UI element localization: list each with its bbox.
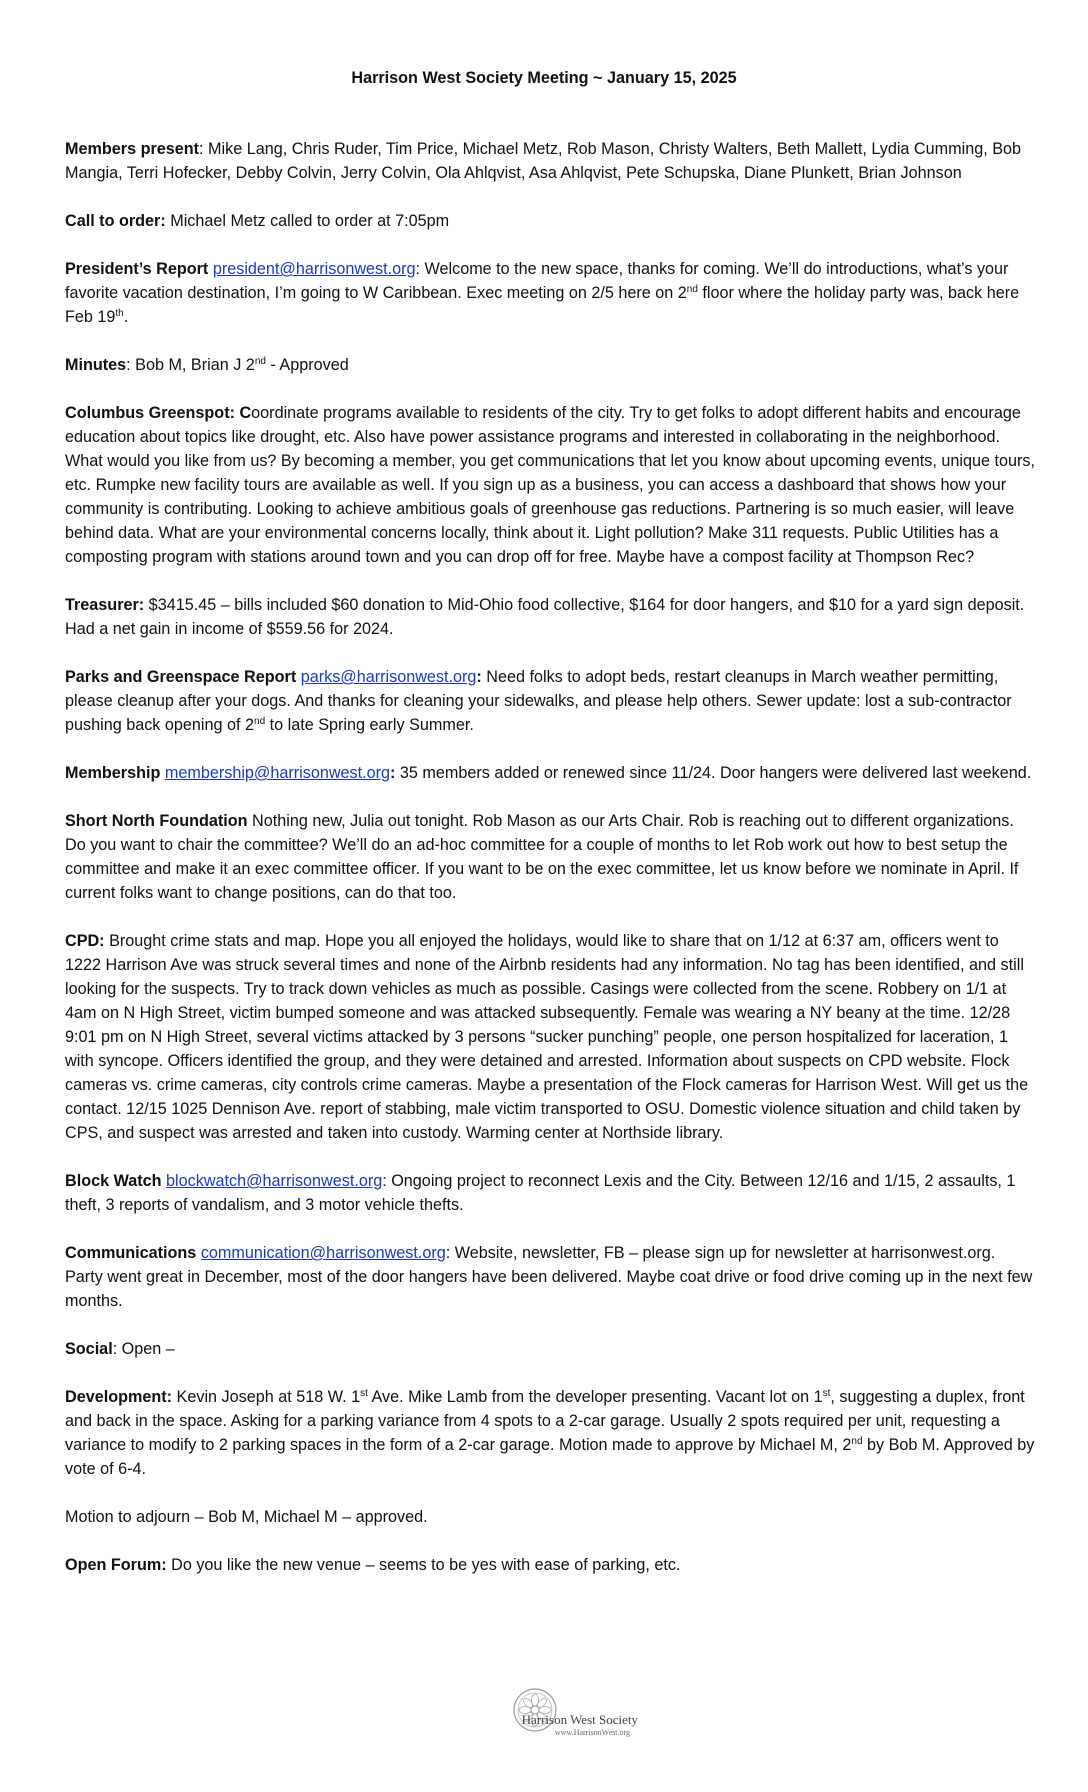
treasurer-label: Treasurer: — [65, 596, 145, 614]
minutes-text-a: : Bob M, Brian J 2 — [126, 356, 255, 374]
development-text-d: by Bob M. Approved by vote of 6-4. — [65, 1436, 1035, 1478]
president-label: President’s Report — [65, 260, 209, 278]
communications-section — [65, 1241, 1035, 1313]
communications-label: Communications — [65, 1244, 197, 1262]
cpd-label: CPD: — [65, 932, 105, 950]
parks-label: Parks and Greenspace Report — [65, 668, 297, 686]
social-text: : Open – — [112, 1340, 175, 1358]
social-section — [65, 1337, 1035, 1361]
membership-label: Membership — [65, 764, 161, 782]
logo-name: Harrison West Society — [521, 1712, 638, 1727]
block-watch-section — [65, 1169, 1035, 1217]
president-text-a: : Welcome to the new space, thanks for coming. We’ll do introductions, what’s your favorite vacation destination, I’m going to W Caribbean. Exec meeting on 2/5 here on 2 — [65, 260, 1009, 302]
short-north-text: Nothing new, Julia out tonight. Rob Mason as our Arts Chair. Rob is reaching out to different organizations. Do you want to chair the committee? We’ll do an ad-hoc committee for a couple of months to let Rob work out how to best setup the committee and make it an exec committee officer. If you want to be on the exec committee, let us know before we nominate in April. If current folks want to change positions, can do that too. — [65, 812, 1019, 902]
logo-url: www.HarrisonWest.org — [554, 1728, 630, 1737]
short-north-label: Short North Foundation — [65, 812, 248, 830]
society-logo — [478, 1688, 638, 1758]
cpd-text: Brought crime stats and map. Hope you all enjoyed the holidays, would like to share that on 1/12 at 6:37 am, officers went to 1222 Harrison Ave was struck several times and none of the Airbnb residents had any information. No tag has been identified, and still looking for the suspects. Try to track down vehicles as much as possible. Casings were collected from the scene. Robbery on 1/1 at 4am on N High Street, victim bumped someone and was attacked subsequently. Female was wearing a NY beany at the time. 12/28 9:01 pm on N High Street, several victims attacked by 3 persons “sucker punching” people, one person hospitalized for laceration, 1 with syncope. Officers identified the group, and they were detained and arrested. Information about suspects on CPD website. Flock cameras vs. crime cameras, city controls crime cameras. Maybe a presentation of the Flock cameras for Harrison West. Will get us the contact. 12/15 1025 Dennison Ave. report of stabbing, male victim transported to OSU. Domestic violence situation and child taken by CPS, and suspect was arrested and taken into custody. Warming center at Northside library. — [65, 932, 1029, 1142]
president-sup-b: th — [115, 308, 124, 319]
short-north-section — [65, 809, 1035, 905]
parks-text-a: Need folks to adopt beds, restart cleanups in March weather permitting, please cleanup after your dogs. And thanks for cleaning your sidewalks, and please help others. Sewer update: lost a sub-contractor pushing back opening of 2 — [65, 668, 1012, 734]
open-forum-section — [65, 1553, 1035, 1577]
adjourn-text: Motion to adjourn – Bob M, Michael M – approved. — [65, 1508, 428, 1526]
parks-text-b: to late Spring early Summer. — [265, 716, 474, 734]
block-watch-label: Block Watch — [65, 1172, 162, 1190]
members-text: : Mike Lang, Chris Ruder, Tim Price, Michael Metz, Rob Mason, Christy Walters, Beth Mallett, Lydia Cumming, Bob Mangia, Terri Hofecker, Debby Colvin, Jerry Colvin, Ola Ahlqvist, Asa Ahlqvist, Pete Schupska, Diane Plunkett, Brian Johnson — [65, 140, 1021, 182]
greenspot-section — [65, 401, 1035, 569]
president-section — [65, 257, 1035, 329]
president-email-link[interactable]: president@harrisonwest.org — [212, 260, 416, 278]
greenspot-label: Columbus Greenspot: C — [65, 404, 252, 422]
membership-colon: : — [390, 764, 396, 782]
minutes-sup: nd — [254, 356, 266, 367]
parks-sup: nd — [254, 716, 266, 727]
development-sup-c: nd — [851, 1436, 863, 1447]
minutes-label: Minutes — [65, 356, 127, 374]
membership-section — [65, 761, 1035, 785]
development-text-a: Kevin Joseph at 518 W. 1 — [172, 1388, 361, 1406]
cpd-section — [65, 929, 1035, 1145]
minutes-body — [65, 137, 1035, 1601]
open-forum-label: Open Forum: — [65, 1556, 167, 1574]
open-forum-text: Do you like the new venue – seems to be yes with ease of parking, etc. — [166, 1556, 681, 1574]
social-label: Social — [65, 1340, 113, 1358]
adjourn-section — [65, 1505, 1035, 1529]
president-text-b: floor where the holiday party was, back here Feb 19 — [65, 284, 1020, 326]
president-sup-a: nd — [686, 284, 698, 295]
development-text-b: Ave. Mike Lamb from the developer presenting. Vacant lot on 1 — [367, 1388, 823, 1406]
development-sup-b: st — [822, 1388, 831, 1399]
parks-section — [65, 665, 1035, 737]
call-to-order-label: Call to order: — [65, 212, 166, 230]
treasurer-text: $3415.45 – bills included $60 donation to Mid-Ohio food collective, $164 for door hangers, and $10 for a yard sign deposit. Had a net gain in income of $559.56 for 2024. — [65, 596, 1025, 638]
membership-email-link[interactable]: membership@harrisonwest.org — [164, 764, 391, 782]
members-section — [65, 137, 1035, 185]
membership-text: 35 members added or renewed since 11/24. Door hangers were delivered last weekend. — [395, 764, 1032, 782]
page-title: Harrison West Society Meeting ~ January 15, 2025 — [351, 69, 737, 87]
communications-text: : Website, newsletter, FB – please sign up for newsletter at harrisonwest.org. Party went great in December, most of the door hangers have been delivered. Maybe coat drive or food drive coming up in the next few months. — [65, 1244, 1033, 1310]
president-text-c: . — [123, 308, 129, 326]
call-to-order-section — [65, 209, 1035, 233]
treasurer-section — [65, 593, 1035, 641]
members-label: Members present — [65, 140, 200, 158]
minutes-section — [65, 353, 1035, 377]
minutes-text-b: - Approved — [265, 356, 349, 374]
call-to-order-text: Michael Metz called to order at 7:05pm — [165, 212, 450, 230]
parks-email-link[interactable]: parks@harrisonwest.org — [300, 668, 477, 686]
development-sup-a: st — [360, 1388, 368, 1399]
development-section — [65, 1385, 1035, 1481]
parks-colon: : — [476, 668, 482, 686]
communications-email-link[interactable]: communication@harrisonwest.org — [200, 1244, 446, 1262]
block-watch-email-link[interactable]: blockwatch@harrisonwest.org — [166, 1172, 383, 1190]
development-text-c: , suggesting a duplex, front and back in the space. Asking for a parking variance from 4 spots to a 2-car garage. Usually 2 spots required per unit, requesting a variance to modify to 2 parking spaces in the form of a 2-car garage. Motion made to approve by Michael M, 2 — [65, 1388, 1025, 1454]
development-label: Development: — [65, 1388, 173, 1406]
block-watch-text: : Ongoing project to reconnect Lexis and the City. Between 12/16 and 1/15, 2 assaults, 1 theft, 3 reports of vandalism, and 3 motor vehicle thefts. — [65, 1172, 1016, 1214]
greenspot-text: oordinate programs available to residents of the city. Try to get folks to adopt different habits and encourage education about topics like drought, etc. Also have power assistance programs and interested in collaborating in the neighborhood. What would you like from us? By becoming a member, you get communications that let you know about upcoming events, unique tours, etc. Rumpke new facility tours are available as well. If you sign up as a business, you can access a dashboard that shows how your community is contributing. Looking to achieve ambitious goals of greenhouse gas reductions. Partnering is so much easier, will leave behind data. What are your environmental concerns locally, think about it. Light pollution? Make 311 requests. Public Utilities has a composting program with stations around town and you can drop off for free. Maybe have a compost facility at Thompson Rec? — [65, 404, 1035, 566]
